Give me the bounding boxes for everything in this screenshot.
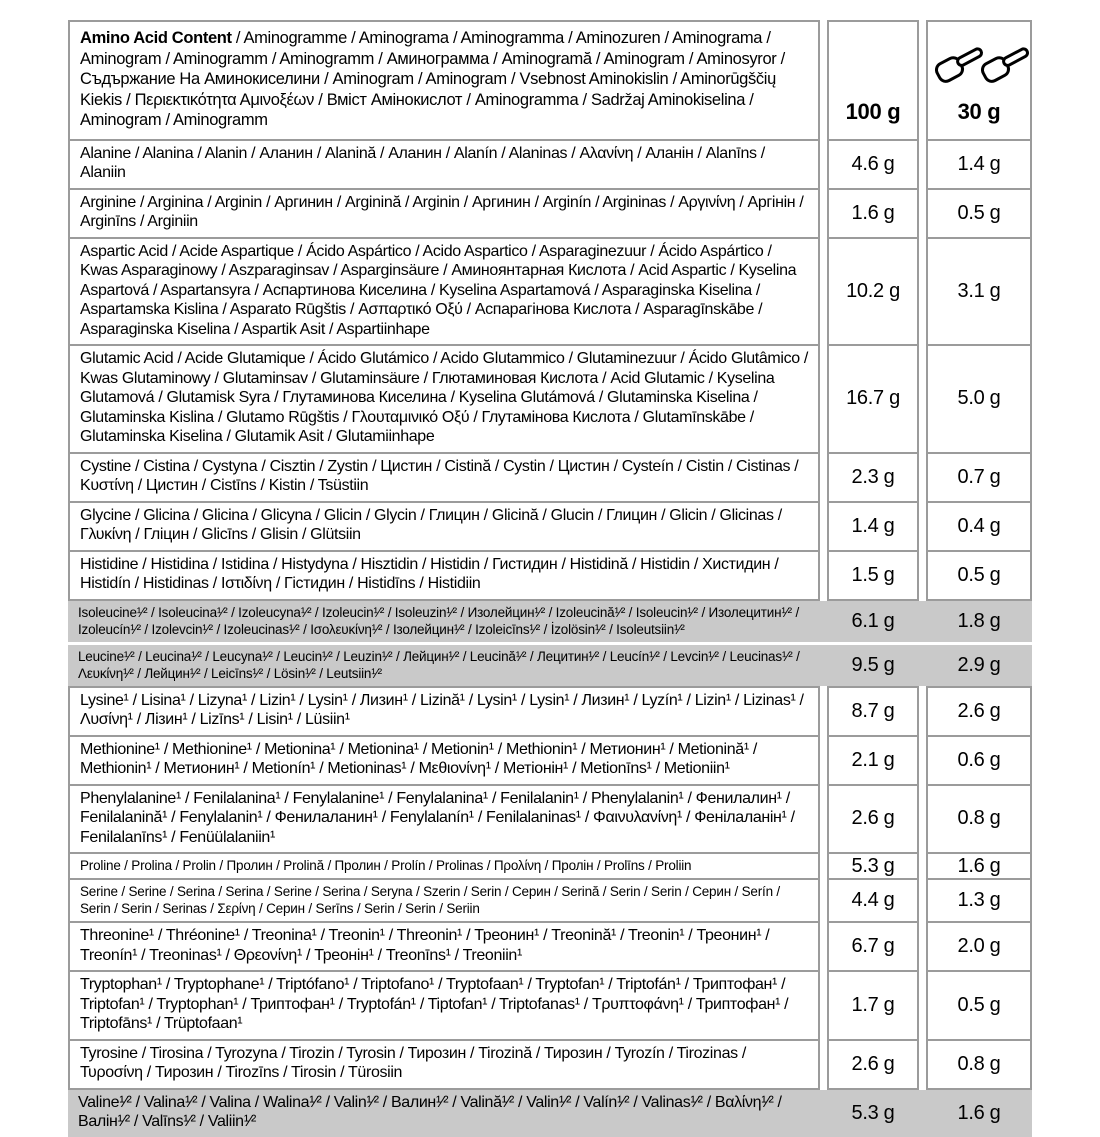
value-per-30g-cell: 1.3 g — [926, 880, 1032, 923]
amino-acid-name-cell: Threonine¹ / Thréonine¹ / Treonina¹ / Treonin¹ / Threonin¹ / Треонин¹ / Treonină¹ / Treonin¹ / Треонин¹ / Treonín¹ / Treoninas¹ / Θρεονίνη¹ / Треонін¹ / Treonīns¹ / Treoniin¹ — [68, 923, 820, 972]
value-per-30g-cell: 0.6 g — [926, 737, 1032, 786]
amino-acid-name-cell: Glutamic Acid / Acide Glutamique / Ácido Glutámico / Acido Glutammico / Glutaminezuur / Ácido Glutâmico / Kwas Glutaminowy / Glutaminsav / Glutaminsäure / Глютаминовая Кислота / Acid Glutamic / Kyselina Glutamová / Glutamisk Syra / Глутаминова Киселина / Kyselina Glutámová / Glutaminska Kiselina / Glutaminska Kislina / Glutamo Rūgštis / Γλουταμινικό Οξύ / Глутамінова Кислота / Glutamīnskābe / Glutaminska Kiselina / Glutamik Asit / Glutamiinhape — [68, 346, 820, 454]
value-per-30g-cell: 2.6 g — [926, 686, 1032, 737]
value-per-100g-cell: 1.4 g — [827, 503, 919, 552]
amino-acid-name-cell: Glycine / Glicina / Glicina / Glicyna / Glicin / Glycin / Глицин / Glicină / Glucin / Глицин / Glicin / Glicinas / Γλυκίνη / Гліцин / Glicīns / Glisin / Glütsiin — [68, 503, 820, 552]
value-per-100g-cell: 2.6 g — [827, 786, 919, 855]
value-per-30g-cell: 1.6 g — [957, 1101, 1001, 1124]
value-per-100g-cell: 4.4 g — [827, 880, 919, 923]
table-row — [68, 346, 1032, 454]
scoop-icon — [980, 43, 1029, 83]
table-row — [68, 1041, 1032, 1090]
amino-acid-name-cell: Proline / Prolina / Prolin / Пролин / Prolină / Пролин / Prolín / Prolinas / Προλίνη / Пролін / Prolīns / Proliin — [68, 854, 820, 880]
table-title-cell — [68, 20, 820, 141]
amino-acid-name-cell: Phenylalanine¹ / Fenilalanina¹ / Fenylalanine¹ / Fenylalanina¹ / Fenilalanin¹ / Phenylalanin¹ / Фенилалин¹ / Fenilalanină¹ / Fenylalanin¹ / Фенилаланин¹ / Fenylalanín¹ / Fenilalaninas¹ / Φαινυλανίνη¹ / Фенілаланін¹ / Fenilalanīns¹ / Fenüülalaniin¹ — [68, 786, 820, 855]
table-row — [68, 1090, 1032, 1137]
table-row — [68, 141, 1032, 190]
value-per-30g-cell: 0.5 g — [926, 190, 1032, 239]
amino-acid-name-cell: Tryptophan¹ / Tryptophane¹ / Triptófano¹ / Triptofano¹ / Tryptofaan¹ / Tryptofan¹ / Triptofán¹ / Триптофан¹ / Triptofan¹ / Tryptophan¹ / Триптофан¹ / Tryptofán¹ / Tiptofan¹ / Triptofanas¹ / Τρυπτοφάνη¹ / Триптофан¹ / Triptofāns¹ / Trüptofaan¹ — [68, 972, 820, 1041]
table-row — [68, 880, 1032, 923]
table-header-row — [68, 20, 1032, 141]
table-row — [68, 923, 1032, 972]
value-per-100g-cell: 10.2 g — [827, 239, 919, 347]
value-per-100g-cell: 16.7 g — [827, 346, 919, 454]
amino-acid-name-cell: Aspartic Acid / Acide Aspartique / Ácido Aspártico / Acido Aspartico / Asparaginezuur / Ácido Aspártico / Kwas Asparaginowy / Aszparaginsav / Asparginsäure / Аминоянтарная Кислота / Acid Aspartic / Kyselina Aspartová / Aspartansyra / Аспартинова Киселина / Kyselina Aspartamová / Asparaginska Kiselina / Aspartamska Kislina / Asparato Rūgštis / Ασπαρτικό Οξύ / Аспарагінова Кислота / Asparagīnskābe / Asparaginska Kiselina / Aspartik Asit / Aspartiinhape — [68, 239, 820, 347]
value-per-30g-cell: 1.8 g — [957, 609, 1001, 632]
table-row — [68, 190, 1032, 239]
table-row — [68, 239, 1032, 347]
value-per-30g-cell: 2.9 g — [957, 653, 1001, 676]
amino-acid-name-cell: Alanine / Alanina / Alanin / Аланин / Alanină / Аланин / Alanín / Alaninas / Αλανίνη / Аланін / Alanīns / Alaniin — [68, 141, 820, 190]
table-row — [68, 737, 1032, 786]
amino-acid-name-cell: Tyrosine / Tirosina / Tyrozyna / Tirozin / Tyrosin / Тирозин / Tirozină / Тирозин / Tyrozín / Tirozinas / Τυροσίνη / Тирозин / Tirozīns / Tirosin / Türosiin — [68, 1041, 820, 1090]
value-per-100g-cell: 5.3 g — [851, 1101, 895, 1124]
column-header-30g — [926, 20, 1032, 141]
table-row — [68, 552, 1032, 601]
column-header-100g-label: 100 g — [845, 98, 901, 124]
value-per-100g-cell: 1.6 g — [827, 190, 919, 239]
value-per-100g-cell: 1.7 g — [827, 972, 919, 1041]
table-row — [68, 503, 1032, 552]
table-row — [68, 854, 1032, 880]
table-row — [68, 972, 1032, 1041]
scoop-icon — [934, 43, 986, 83]
amino-acid-name-cell: Serine / Serine / Serina / Serina / Serine / Serina / Seryna / Szerin / Serin / Серин / Serină / Serin / Serin / Серин / Serín / Serin / Serin / Serinas / Σερίνη / Серин / Serīns / Serin / Serin / Seriin — [68, 880, 820, 923]
value-per-30g-cell: 3.1 g — [926, 239, 1032, 347]
amino-acid-name-cell: Cystine / Cistina / Cystyna / Cisztin / Zystin / Цистин / Cistină / Cystin / Цистин / Cysteín / Cistin / Cistinas / Κυστίνη / Цистин / Cistīns / Kistin / Tsüstiin — [68, 454, 820, 503]
amino-acid-name-cell: Leucine¹⁄² / Leucina¹⁄² / Leucyna¹⁄² / Leucin¹⁄² / Leuzin¹⁄² / Лейцин¹⁄² / Leucină¹⁄² / Лецитин¹⁄² / Leucín¹⁄² / Levcin¹⁄² / Leucinas¹⁄² / Λευκίνη¹⁄² / Лейцин¹⁄² / Leicīns¹⁄² / Lösin¹⁄² / Leutsiin¹⁄² — [78, 648, 800, 681]
value-per-100g-cell: 6.1 g — [851, 609, 895, 632]
amino-acid-name-cell: Methionine¹ / Methionine¹ / Metionina¹ / Metionina¹ / Metionin¹ / Methionin¹ / Метионин¹ / Metionină¹ / Methionin¹ / Метионин¹ / Metionín¹ / Metioninas¹ / Μεθιονίνη¹ / Метіонін¹ / Metionīns¹ / Metioniin¹ — [68, 737, 820, 786]
value-per-100g-cell: 9.5 g — [851, 653, 895, 676]
value-per-30g-cell: 1.6 g — [926, 854, 1032, 880]
table-title-translations: / Aminogramme / Aminograma / Aminogramma / Aminozuren / Aminograma / Aminogram / Aminogramm / Aminogramm / Аминограмма / Aminogramă / Aminogram / Aminosyror / Съдържание На Аминокиселини / Aminogram / Aminogram / Vsebnost Aminokislin / Aminorūgščių Kiekis / Περιεκτικότητα Αμινοξέων / Вміст Амінокислот / Aminogramma / Sadržaj Aminokiselina / Aminogram / Aminogramm — [80, 29, 785, 129]
value-per-100g-cell: 2.6 g — [827, 1041, 919, 1090]
scoops-icon — [929, 41, 1029, 91]
amino-acid-name-cell: Lysine¹ / Lisina¹ / Lizyna¹ / Lizin¹ / Lysin¹ / Лизин¹ / Lizină¹ / Lysin¹ / Lysin¹ / Лизин¹ / Lyzín¹ / Lizin¹ / Lizinas¹ / Λυσίνη¹ / Лізин¹ / Lizīns¹ / Lisin¹ / Lüsiin¹ — [68, 686, 820, 737]
value-per-30g-cell: 2.0 g — [926, 923, 1032, 972]
value-per-30g-cell: 5.0 g — [926, 346, 1032, 454]
value-per-30g-cell: 0.5 g — [926, 552, 1032, 601]
column-header-100g — [827, 20, 919, 141]
amino-acid-name-cell: Arginine / Arginina / Arginin / Аргинин / Arginină / Arginin / Аргинин / Arginín / Argininas / Αργινίνη / Аргінін / Arginīns / Arginiin — [68, 190, 820, 239]
table-row — [68, 686, 1032, 737]
table-row — [68, 454, 1032, 503]
table-row — [68, 601, 1032, 642]
table-row — [68, 786, 1032, 855]
value-per-100g-cell: 4.6 g — [827, 141, 919, 190]
value-per-100g-cell: 1.5 g — [827, 552, 919, 601]
value-per-100g-cell: 5.3 g — [827, 854, 919, 880]
amino-acid-table — [68, 20, 1032, 1137]
value-per-100g-cell: 2.1 g — [827, 737, 919, 786]
value-per-30g-cell: 0.5 g — [926, 972, 1032, 1041]
value-per-30g-cell: 0.7 g — [926, 454, 1032, 503]
value-per-30g-cell: 0.8 g — [926, 1041, 1032, 1090]
table-row — [68, 645, 1032, 686]
table-title: Amino Acid Content — [80, 29, 232, 47]
value-per-100g-cell: 6.7 g — [827, 923, 919, 972]
value-per-100g-cell: 8.7 g — [827, 686, 919, 737]
amino-acid-name-cell: Valine¹⁄² / Valina¹⁄² / Valina / Walina¹⁄² / Valin¹⁄² / Валин¹⁄² / Valină¹⁄² / Valin¹⁄² / Valín¹⁄² / Valinas¹⁄² / Βαλίνη¹⁄² / Валін¹⁄² / Valīns¹⁄² / Valiin¹⁄² — [78, 1093, 782, 1130]
value-per-30g-cell: 0.4 g — [926, 503, 1032, 552]
column-header-30g-label: 30 g — [957, 98, 1001, 124]
amino-acid-name-cell: Histidine / Histidina / Istidina / Histydyna / Hisztidin / Histidin / Гистидин / Histidină / Histidin / Хистидин / Histidín / Histidinas / Ιστιδίνη / Гістидин / Histidīns / Histidiin — [68, 552, 820, 601]
value-per-100g-cell: 2.3 g — [827, 454, 919, 503]
value-per-30g-cell: 0.8 g — [926, 786, 1032, 855]
value-per-30g-cell: 1.4 g — [926, 141, 1032, 190]
amino-acid-name-cell: Isoleucine¹⁄² / Isoleucina¹⁄² / Izoleucyna¹⁄² / Izoleucin¹⁄² / Isoleuzin¹⁄² / Изолейцин¹⁄² / Izoleucină¹⁄² / Isoleucin¹⁄² / Изолецитин¹⁄² / Izoleucín¹⁄² / Izolevcin¹⁄² / Izoleucinas¹⁄² / Ισολευκίνη¹⁄² / Ізолейцин¹⁄² / Izoleicīns¹⁄² / İzolösin¹⁄² / Isoleutsiin¹⁄² — [78, 604, 800, 637]
